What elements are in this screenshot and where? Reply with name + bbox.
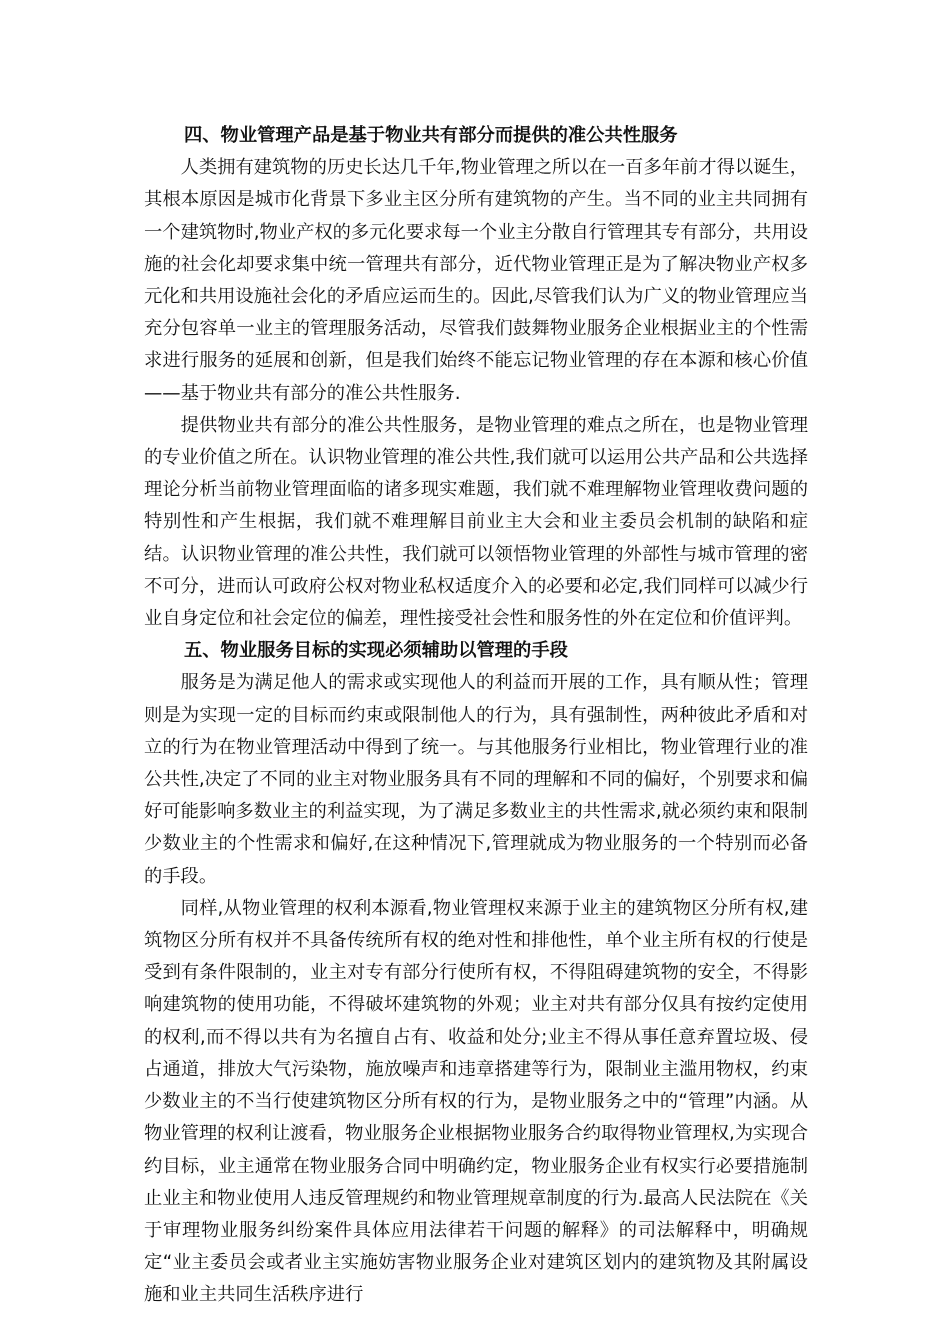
section-4-paragraph-2: 提供物业共有部分的准公共性服务，是物业管理的难点之所在，也是物业管理的专业价值之所在。认识物业管理的准公共性,我们就可以运用公共产品和公共选择理论分析当前物业管理面临的诸多现实难题，我们就不难理解物业管理收费问题的特别性和产生根据，我们就不难理解目前业主大会和业主委员会机制的缺陷和症结。认识物业管理的准公共性，我们就可以领悟物业管理的外部性与城市管理的密不可分，进而认可政府公权对物业私权适度介入的必要和必定,我们同样可以减少行业自身定位和社会定位的偏差，理性接受社会性和服务性的外在定位和价值评判。: [144, 414, 808, 630]
document-page: [144, 120, 808, 1312]
section-5-paragraph-2: 同样,从物业管理的权利本源看,物业管理权来源于业主的建筑物区分所有权,建筑物区分所有权并不具备传统所有权的绝对性和排他性，单个业主所有权的行使是受到有条件限制的，业主对专有部分行使所有权，不得阻碍建筑物的安全，不得影响建筑物的使用功能，不得破坏建筑物的外观；业主对共有部分仅具有按约定使用的权利,而不得以共有为名擅自占有、收益和处分;业主不得从事任意弃置垃圾、侵占通道，排放大气污染物，施放噪声和违章搭建等行为，限制业主滥用物权，约束少数业主的不当行使建筑物区分所有权的行为，是物业服务之中的“管理”内涵。从物业管理的权利让渡看，物业服务企业根据物业服务合约取得物业管理权,为实现合约目标，业主通常在物业服务合同中明确约定，物业服务企业有权实行必要措施制止业主和物业使用人违反管理规约和物业管理规章制度的行为.最高人民法院在《关于审理物业服务纠纷案件具体应用法律若干问题的解释》的司法解释中，明确规定“业主委员会或者业主实施妨害物业服务企业对建筑区划内的建筑物及其附属设施和业主共同生活秩序进行: [144, 897, 808, 1306]
section-4-heading: 四、物业管理产品是基于物业共有部分而提供的准公共性服务: [184, 125, 678, 146]
section-5-heading: 五、物业服务目标的实现必须辅助以管理的手段: [184, 640, 568, 662]
section-4-paragraph-1: 人类拥有建筑物的历史长达几千年,物业管理之所以在一百多年前才得以诞生，其根本原因是城市化背景下多业主区分所有建筑物的产生。当不同的业主共同拥有一个建筑物时,物业产权的多元化要求每一个业主分散自行管理其专有部分，共用设施的社会化却要求集中统一管理共有部分，近代物业管理正是为了解决物业产权多元化和共用设施社会化的矛盾应运而生的。因此,尽管我们认为广义的物业管理应当充分包容单一业主的管理服务活动，尽管我们鼓舞物业服务企业根据业主的个性需求进行服务的延展和创新，但是我们始终不能忘记物业管理的存在本源和核心价值——基于物业共有部分的准公共性服务.: [144, 157, 808, 404]
section-5-paragraph-1: 服务是为满足他人的需求或实现他人的利益而开展的工作，具有顺从性；管理则是为实现一定的目标而约束或限制他人的行为，具有强制性，两种彼此矛盾和对立的行为在物业管理活动中得到了统一。与其他服务行业相比，物业管理行业的准公共性,决定了不同的业主对物业服务具有不同的理解和不同的偏好，个别要求和偏好可能影响多数业主的利益实现，为了满足多数业主的共性需求,就必须约束和限制少数业主的个性需求和偏好,在这种情况下,管理就成为物业服务的一个特别而必备的手段。: [144, 672, 808, 887]
